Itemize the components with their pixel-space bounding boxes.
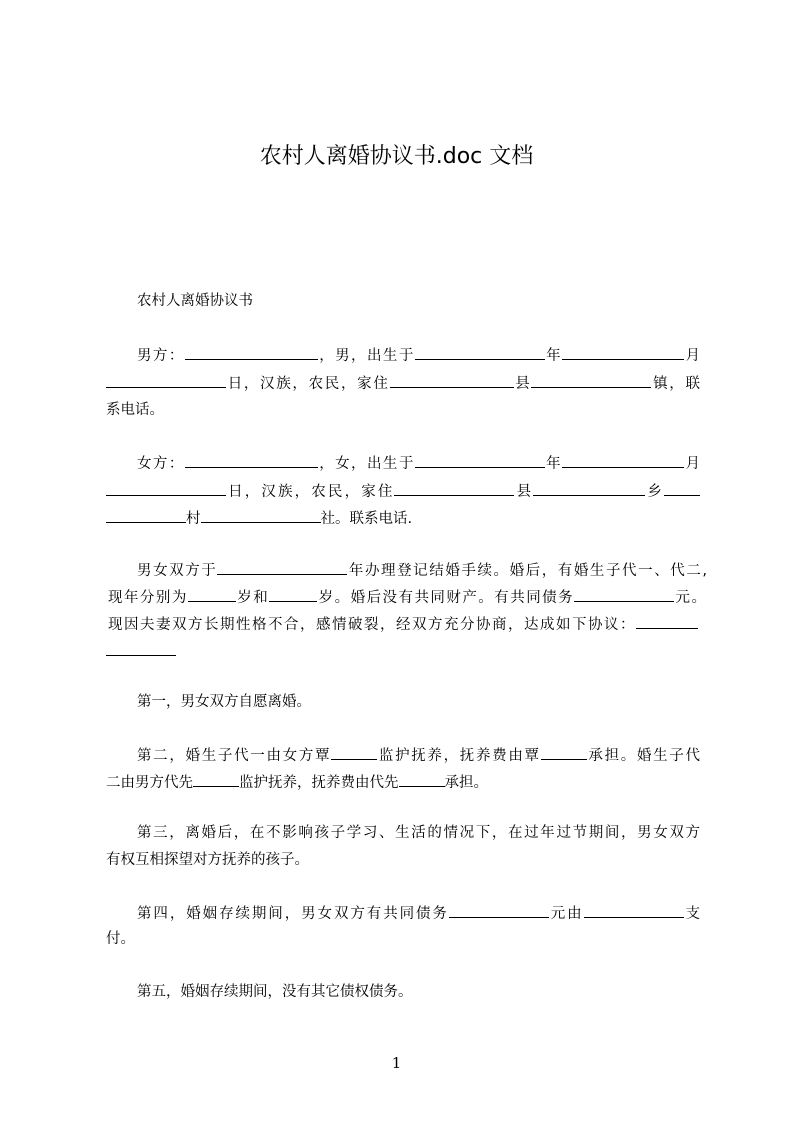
article-2-text-4: 二由男方代先	[106, 775, 193, 791]
article-5: 第五，婚姻存续期间，没有其它债权债务。	[137, 984, 413, 1000]
marriage-year-blank[interactable]	[217, 559, 347, 575]
article-2-text-3: 承担。婚生子代	[586, 748, 701, 764]
article-2-text-1: 第二，婚生子代一由女方覃	[137, 748, 332, 764]
female-ethnic-address: 日，汉族，农民，家住	[226, 484, 395, 500]
female-month-label: 月	[684, 456, 701, 472]
female-gender-birth: ，女，出生于	[317, 456, 415, 472]
female-party-line-2	[106, 480, 700, 502]
article-3-line-2: 有权互相探望对方抚养的孩子。	[106, 852, 309, 868]
agreement-blank-a[interactable]	[636, 613, 698, 629]
agreement-heading: 农村人离婚协议书	[137, 293, 253, 309]
female-contact: 社。联系电话.	[320, 511, 413, 527]
female-township-label: 乡	[645, 484, 665, 500]
female-party-line-1	[137, 452, 700, 474]
female-birth-month-blank[interactable]	[562, 452, 684, 468]
agreement-blank-b[interactable]	[106, 640, 176, 656]
male-month-label: 月	[684, 348, 701, 364]
female-county-blank[interactable]	[394, 480, 514, 496]
child1-age-blank[interactable]	[188, 586, 236, 602]
female-year-label: 年	[544, 456, 563, 472]
male-town-blank[interactable]	[531, 372, 651, 388]
article-2-text-6: 承担。	[444, 775, 488, 791]
article-4-line-1	[137, 902, 700, 924]
female-birth-day-blank[interactable]	[106, 480, 226, 496]
male-town-label: 镇，联	[651, 376, 700, 392]
male-label: 男方：	[137, 348, 185, 364]
article-4-text-1: 第四，婚姻存续期间，男女双方有共同债务	[137, 906, 449, 922]
male-year-label: 年	[544, 348, 563, 364]
intro-and-label: 岁和	[235, 590, 270, 606]
intro-line-3	[108, 613, 698, 635]
intro-ages-label: 现年分别为	[108, 590, 188, 606]
female-township-blank-2[interactable]	[664, 480, 700, 496]
article-3-line-1: 第三，离婚后，在不影响孩子学习、生活的情况下，在过年过节期间，男女双方	[137, 825, 700, 841]
article-2-text-2: 监护抚养，抚养费由覃	[377, 748, 541, 764]
child2-support-blank[interactable]	[399, 771, 445, 787]
intro-text-3: 现因夫妻双方长期性格不合，感情破裂，经双方充分协商，达成如下协议：	[108, 617, 636, 633]
child2-age-blank[interactable]	[269, 586, 317, 602]
male-party-line-1	[137, 344, 700, 366]
female-name-blank[interactable]	[185, 452, 318, 468]
male-name-blank[interactable]	[185, 344, 318, 360]
article-4-line-2: 付。	[106, 931, 135, 947]
article-4-text-3: 支	[683, 906, 701, 922]
article-4-text-2: 元由	[548, 906, 584, 922]
female-county-label: 县	[514, 484, 534, 500]
male-birth-day-blank[interactable]	[106, 372, 226, 388]
child1-guardian-blank[interactable]	[331, 744, 377, 760]
article-1: 第一，男女双方自愿离婚。	[137, 694, 311, 710]
joint-debt-blank[interactable]	[449, 902, 549, 918]
debt-amount-blank[interactable]	[574, 586, 674, 602]
male-birth-month-blank[interactable]	[562, 344, 684, 360]
child1-support-blank[interactable]	[541, 744, 587, 760]
article-2-text-5: 监护抚养，抚养费由代先	[239, 775, 399, 791]
female-label: 女方：	[137, 456, 185, 472]
debt-payer-blank[interactable]	[584, 902, 684, 918]
intro-line-4	[106, 640, 706, 662]
intro-line-2	[108, 586, 706, 608]
male-county-label: 县	[513, 376, 532, 392]
female-party-line-3	[106, 507, 706, 529]
female-township-blank[interactable]	[533, 480, 645, 496]
document-title: 农村人离婚协议书.doc 文档	[259, 144, 534, 169]
male-birth-year-blank[interactable]	[415, 344, 545, 360]
intro-debt-label: 岁。婚后没有共同财产。有共同债务	[317, 590, 575, 606]
female-village-label: 村	[186, 511, 201, 527]
male-county-blank[interactable]	[390, 372, 514, 388]
male-gender-birth: ，男，出生于	[317, 348, 415, 364]
male-party-line-2	[106, 372, 700, 394]
intro-text-2: 年办理登记结婚手续。婚后，有婚生子代一、代二,	[347, 563, 708, 579]
female-village-blank[interactable]	[106, 507, 186, 523]
intro-text-1: 男女双方于	[137, 563, 218, 579]
page-number: 1	[391, 1054, 402, 1072]
male-ethnic-address: 日，汉族，农民，家住	[226, 376, 390, 392]
article-2-line-1	[137, 744, 700, 766]
article-2-line-2	[106, 771, 706, 793]
female-birth-year-blank[interactable]	[415, 452, 545, 468]
intro-line-1	[137, 559, 707, 581]
female-community-blank[interactable]	[201, 507, 321, 523]
male-party-line-3: 系电话。	[106, 402, 164, 418]
child2-guardian-blank[interactable]	[193, 771, 239, 787]
intro-yuan-label: 元。	[674, 590, 707, 606]
